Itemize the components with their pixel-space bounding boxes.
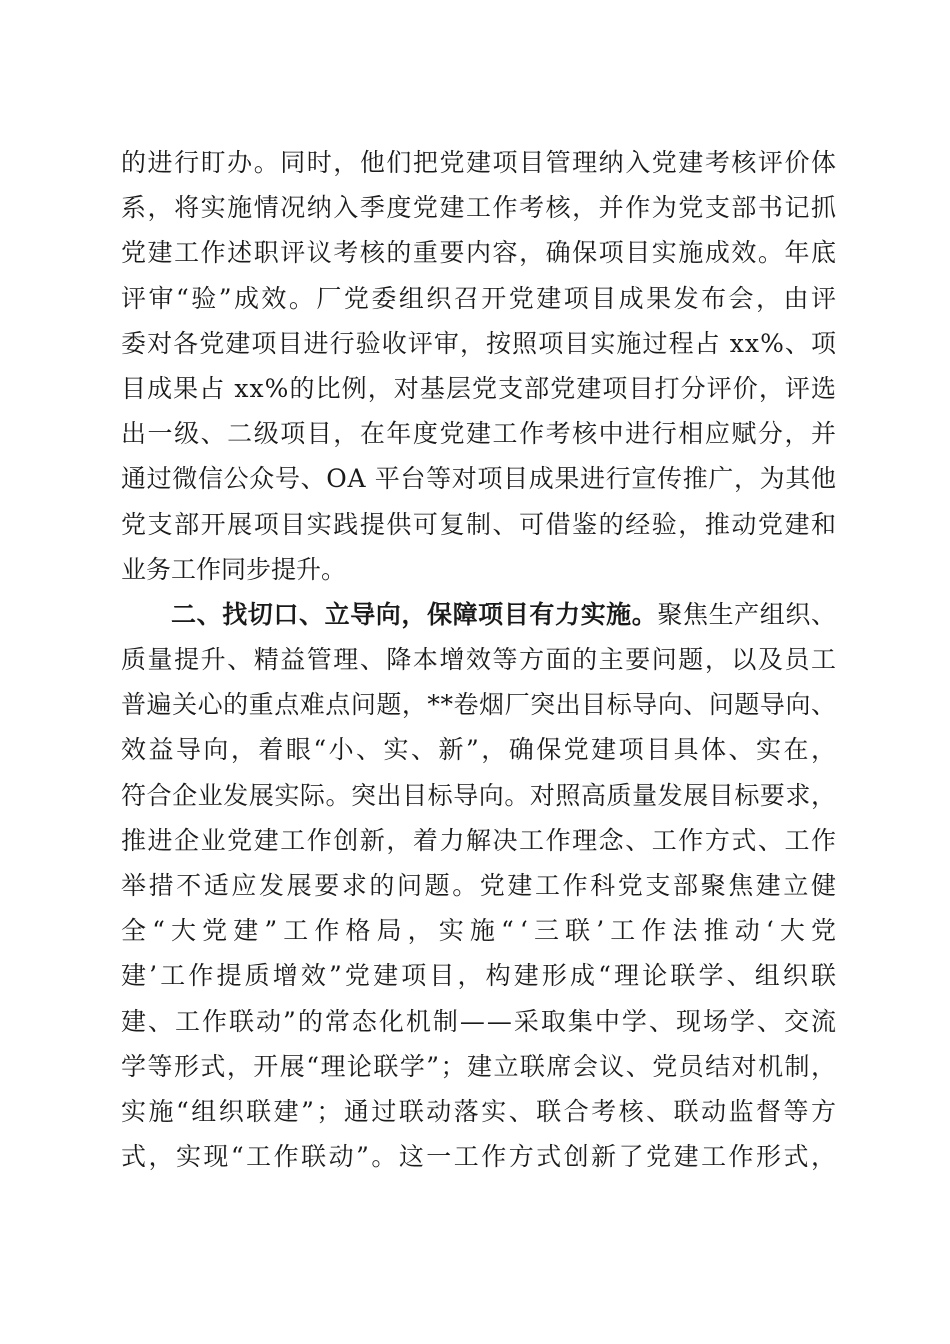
paragraph-1 bbox=[121, 140, 839, 592]
text-line: 目成果占 xx%的比例，对基层党支部党建项目打分评价，评选 bbox=[121, 373, 838, 403]
text-line: 举措不适应发展要求的问题。党建工作科党支部聚焦建立健 bbox=[121, 871, 839, 900]
text-line: 效益导向，着眼“小、实、新”，确保党建项目具体、实在， bbox=[121, 735, 839, 765]
text-line: 实施“组织联建”；通过联动落实、联合考核、联动监督等方 bbox=[121, 1096, 839, 1126]
text-line: 党支部开展项目实践提供可复制、可借鉴的经验，推动党建和 bbox=[121, 509, 838, 539]
text-line: 出一级、二级项目，在年度党建工作考核中进行相应赋分，并 bbox=[121, 419, 838, 449]
text-line: 系，将实施情况纳入季度党建工作考核，并作为党支部书记抓 bbox=[121, 193, 838, 223]
text-line: 建、工作联动”的常态化机制——采取集中学、现场学、交流 bbox=[121, 1006, 838, 1036]
text-line: 委对各党建项目进行验收评审，按照项目实施过程占 xx%、项 bbox=[121, 328, 838, 358]
text-line: 党建工作述职评议考核的重要内容，确保项目实施成效。年底 bbox=[121, 238, 838, 268]
text-run: 聚焦生产组织、 bbox=[657, 599, 837, 629]
text-line: 符合企业发展实际。突出目标导向。对照高质量发展目标要求， bbox=[121, 780, 837, 810]
text-line: 质量提升、精益管理、降本增效等方面的主要问题，以及员工 bbox=[121, 645, 838, 675]
paragraph-2-first-line bbox=[121, 592, 836, 637]
text-line: 式，实现“工作联动”。这一工作方式创新了党建工作形式， bbox=[121, 1142, 839, 1172]
text-line: 普遍关心的重点难点问题，**卷烟厂突出目标导向、问题导向、 bbox=[121, 690, 837, 720]
text-line: 的进行盯办。同时，他们把党建项目管理纳入党建考核评价体 bbox=[121, 148, 838, 177]
text-line: 评审“验”成效。厂党委组织召开党建项目成果发布会，由评 bbox=[121, 283, 839, 313]
paragraph-2 bbox=[121, 592, 843, 1179]
text-line: 业务工作同步提升。 bbox=[121, 554, 347, 584]
text-line: 推进企业党建工作创新，着力解决工作理念、工作方式、工作 bbox=[121, 825, 838, 855]
text-line: 建’工作提质增效”党建项目，构建形成“理论联学、组织联 bbox=[121, 961, 840, 991]
text-line: 学等形式，开展“理论联学”；建立联席会议、党员结对机制， bbox=[121, 1051, 838, 1081]
text-line: 通过微信公众号、OA 平台等对项目成果进行宣传推广，为其他 bbox=[121, 464, 837, 494]
text-line: 全“大党建”工作格局，实施“‘三联’工作法推动‘大党 bbox=[121, 916, 843, 946]
section-heading: 二、找切口、立导向，保障项目有力实施。 bbox=[171, 599, 658, 629]
document-body bbox=[121, 140, 843, 1179]
